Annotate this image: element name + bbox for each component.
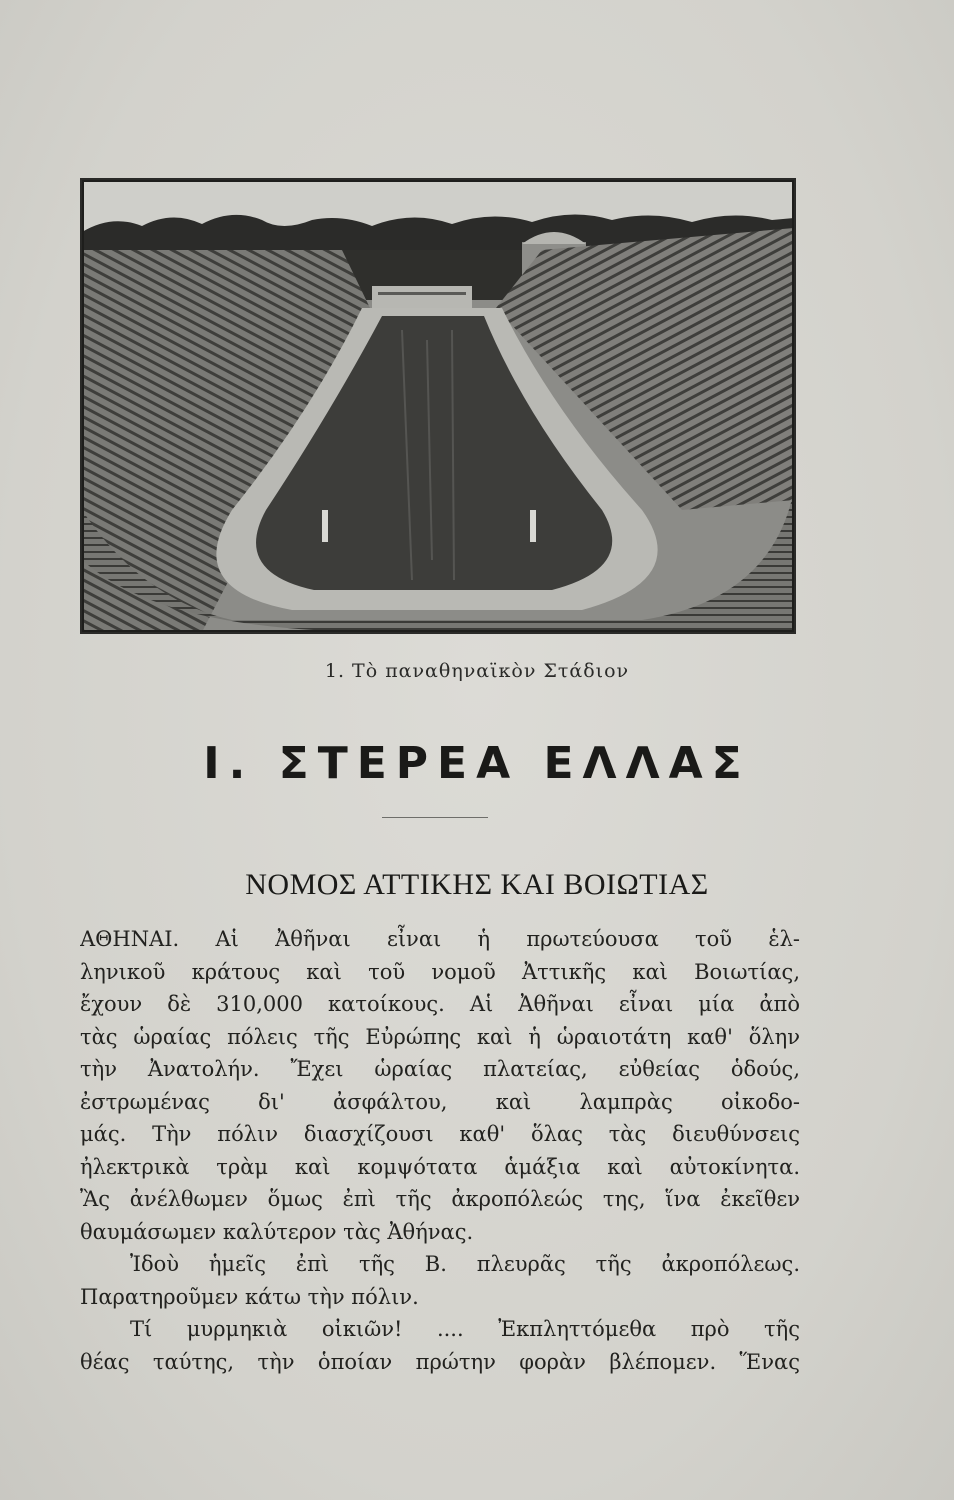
text-line: ληνικοῦ κράτους καὶ τοῦ νομοῦ Ἀττικῆς καὶ Βοιωτίας, — [80, 959, 800, 984]
text-line: ἠλεκτρικὰ τρὰμ καὶ κομψότατα ἁμάξια καὶ αὐτοκίνητα. — [80, 1154, 800, 1179]
text-line: τὰς ὡραίας πόλεις τῆς Εὐρώπης καὶ ἡ ὡραιοτάτη καθ' ὅλην — [80, 1024, 800, 1049]
text-line: μάς. Τὴν πόλιν διασχίζουσι καθ' ὅλας τὰς διευθύνσεις — [80, 1122, 800, 1146]
text-line: θέας ταύτης, τὴν ὁποίαν πρώτην φορὰν βλέπομεν. Ἕνας — [80, 1349, 800, 1374]
text-line: θαυμάσωμεν καλύτερον τὰς Ἀθήνας. — [80, 1219, 474, 1244]
text-line: ἔχουν δὲ 310,000 κατοίκους. Αἱ Ἀθῆναι εἶναι μία ἀπὸ — [80, 992, 800, 1016]
text-line: ἐστρωμένας δι' ἀσφάλτου, καὶ λαμπρὰς οἰκοδο- — [80, 1089, 800, 1114]
text-line: ΑΘΗΝΑΙ. Αἱ Ἀθῆναι εἶναι ἡ πρωτεύουσα τοῦ ἑλ- — [80, 927, 800, 951]
text-line: Παρατηροῦμεν κάτω τὴν πόλιν. — [80, 1284, 419, 1309]
text-line: Ἰδοὺ ἡμεῖς ἐπὶ τῆς Β. πλευρᾶς τῆς ἀκροπόλεως. — [130, 1252, 800, 1276]
title-divider — [382, 817, 488, 818]
stadium-photograph — [80, 178, 796, 634]
chapter-subtitle: ΝΟΜΟΣ ΑΤΤΙΚΗΣ ΚΑΙ ΒΟΙΩΤΙΑΣ — [245, 868, 709, 901]
photo-caption: 1. Τὸ παναθηναϊκὸν Στάδιον — [324, 660, 630, 682]
body-text — [80, 923, 800, 1378]
text-line: τὴν Ἀνατολήν. Ἔχει ὡραίας πλατείας, εὐθείας ὁδούς, — [80, 1057, 800, 1081]
section-title: I. ΣΤΕΡΕΑ ΕΛΛΑΣ — [203, 738, 751, 789]
text-line: Ἂς ἀνέλθωμεν ὅμως ἐπὶ τῆς ἀκροπόλεώς της, ἵνα ἐκεῖθεν — [80, 1187, 800, 1211]
text-line: Τί μυρμηκιὰ οἰκιῶν! .... Ἐκπληττόμεθα πρὸ τῆς — [130, 1317, 800, 1341]
